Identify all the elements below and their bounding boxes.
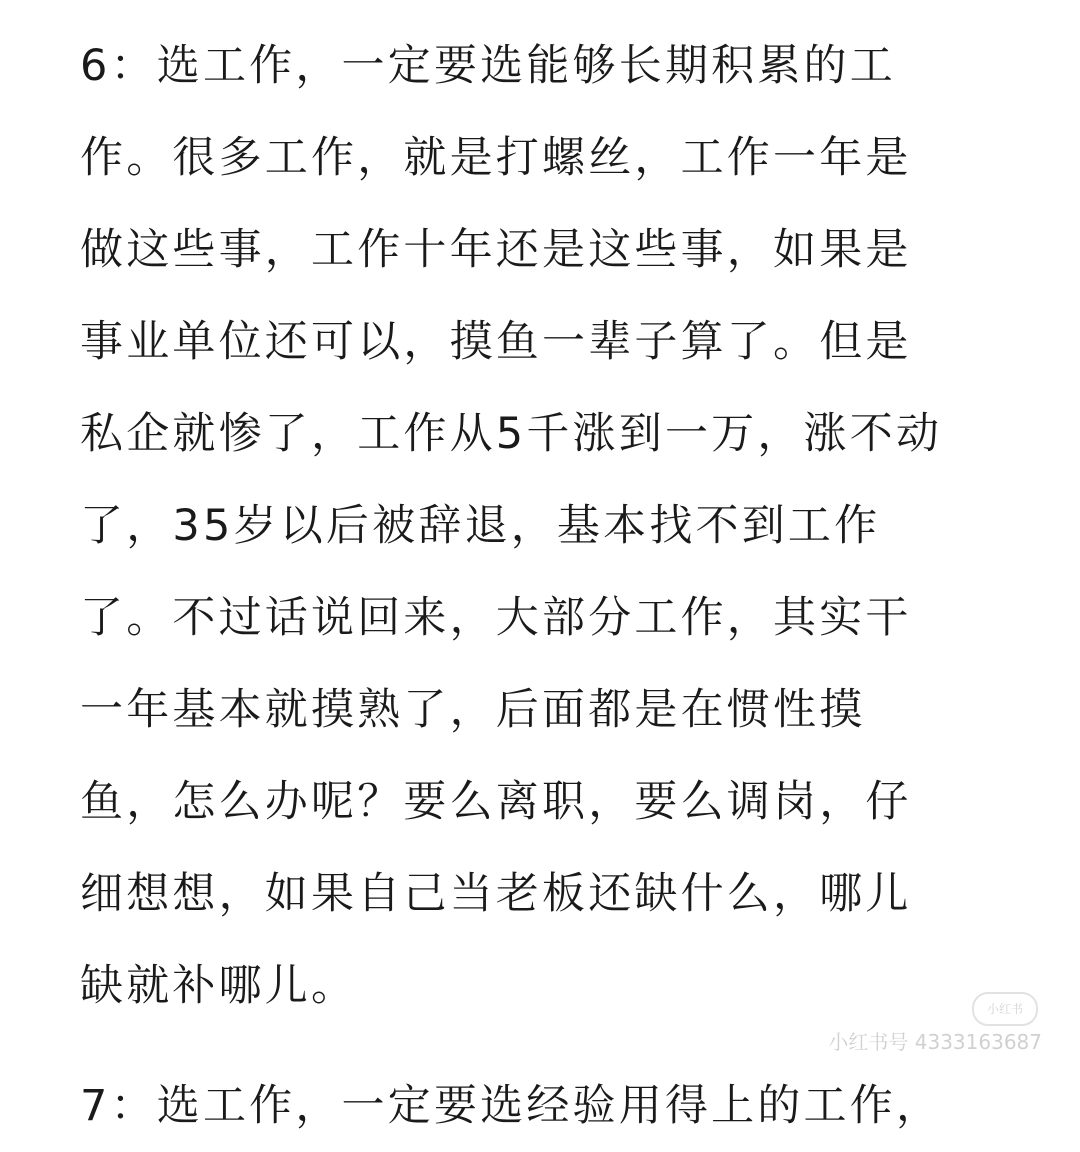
article-body [80,20,1010,1152]
text-line: 事业单位还可以，摸鱼一辈子算了。但是 [80,317,912,367]
text-line: 6：选工作，一定要选能够长期积累的工 [80,41,896,91]
text-line: 作。很多工作，就是打螺丝，工作一年是 [80,133,912,183]
text-line: 了。不过话说回来，大部分工作，其实干 [80,593,912,643]
text-line: 7：选工作，一定要选经验用得上的工作， [80,1081,943,1131]
text-line: 鱼，怎么办呢？要么离职，要么调岗，仔 [80,777,912,827]
watermark-id: 小红书号 4333163687 [828,1030,1042,1054]
paragraph-7 [80,1060,1010,1152]
text-line: 细想想，如果自己当老板还缺什么，哪儿 [80,869,912,919]
text-line: 一年基本就摸熟了，后面都是在惯性摸 [80,685,866,735]
text-line: 缺就补哪儿。 [80,961,358,1011]
text-line: 了，35岁以后被辞退，基本找不到工作 [80,501,881,551]
text-line: 私企就惨了，工作从5千涨到一万，涨不动 [80,409,943,459]
watermark-logo: 小红书 [972,992,1038,1026]
text-line: 做这些事，工作十年还是这些事，如果是 [80,225,912,275]
paragraph-6 [80,20,1010,1032]
